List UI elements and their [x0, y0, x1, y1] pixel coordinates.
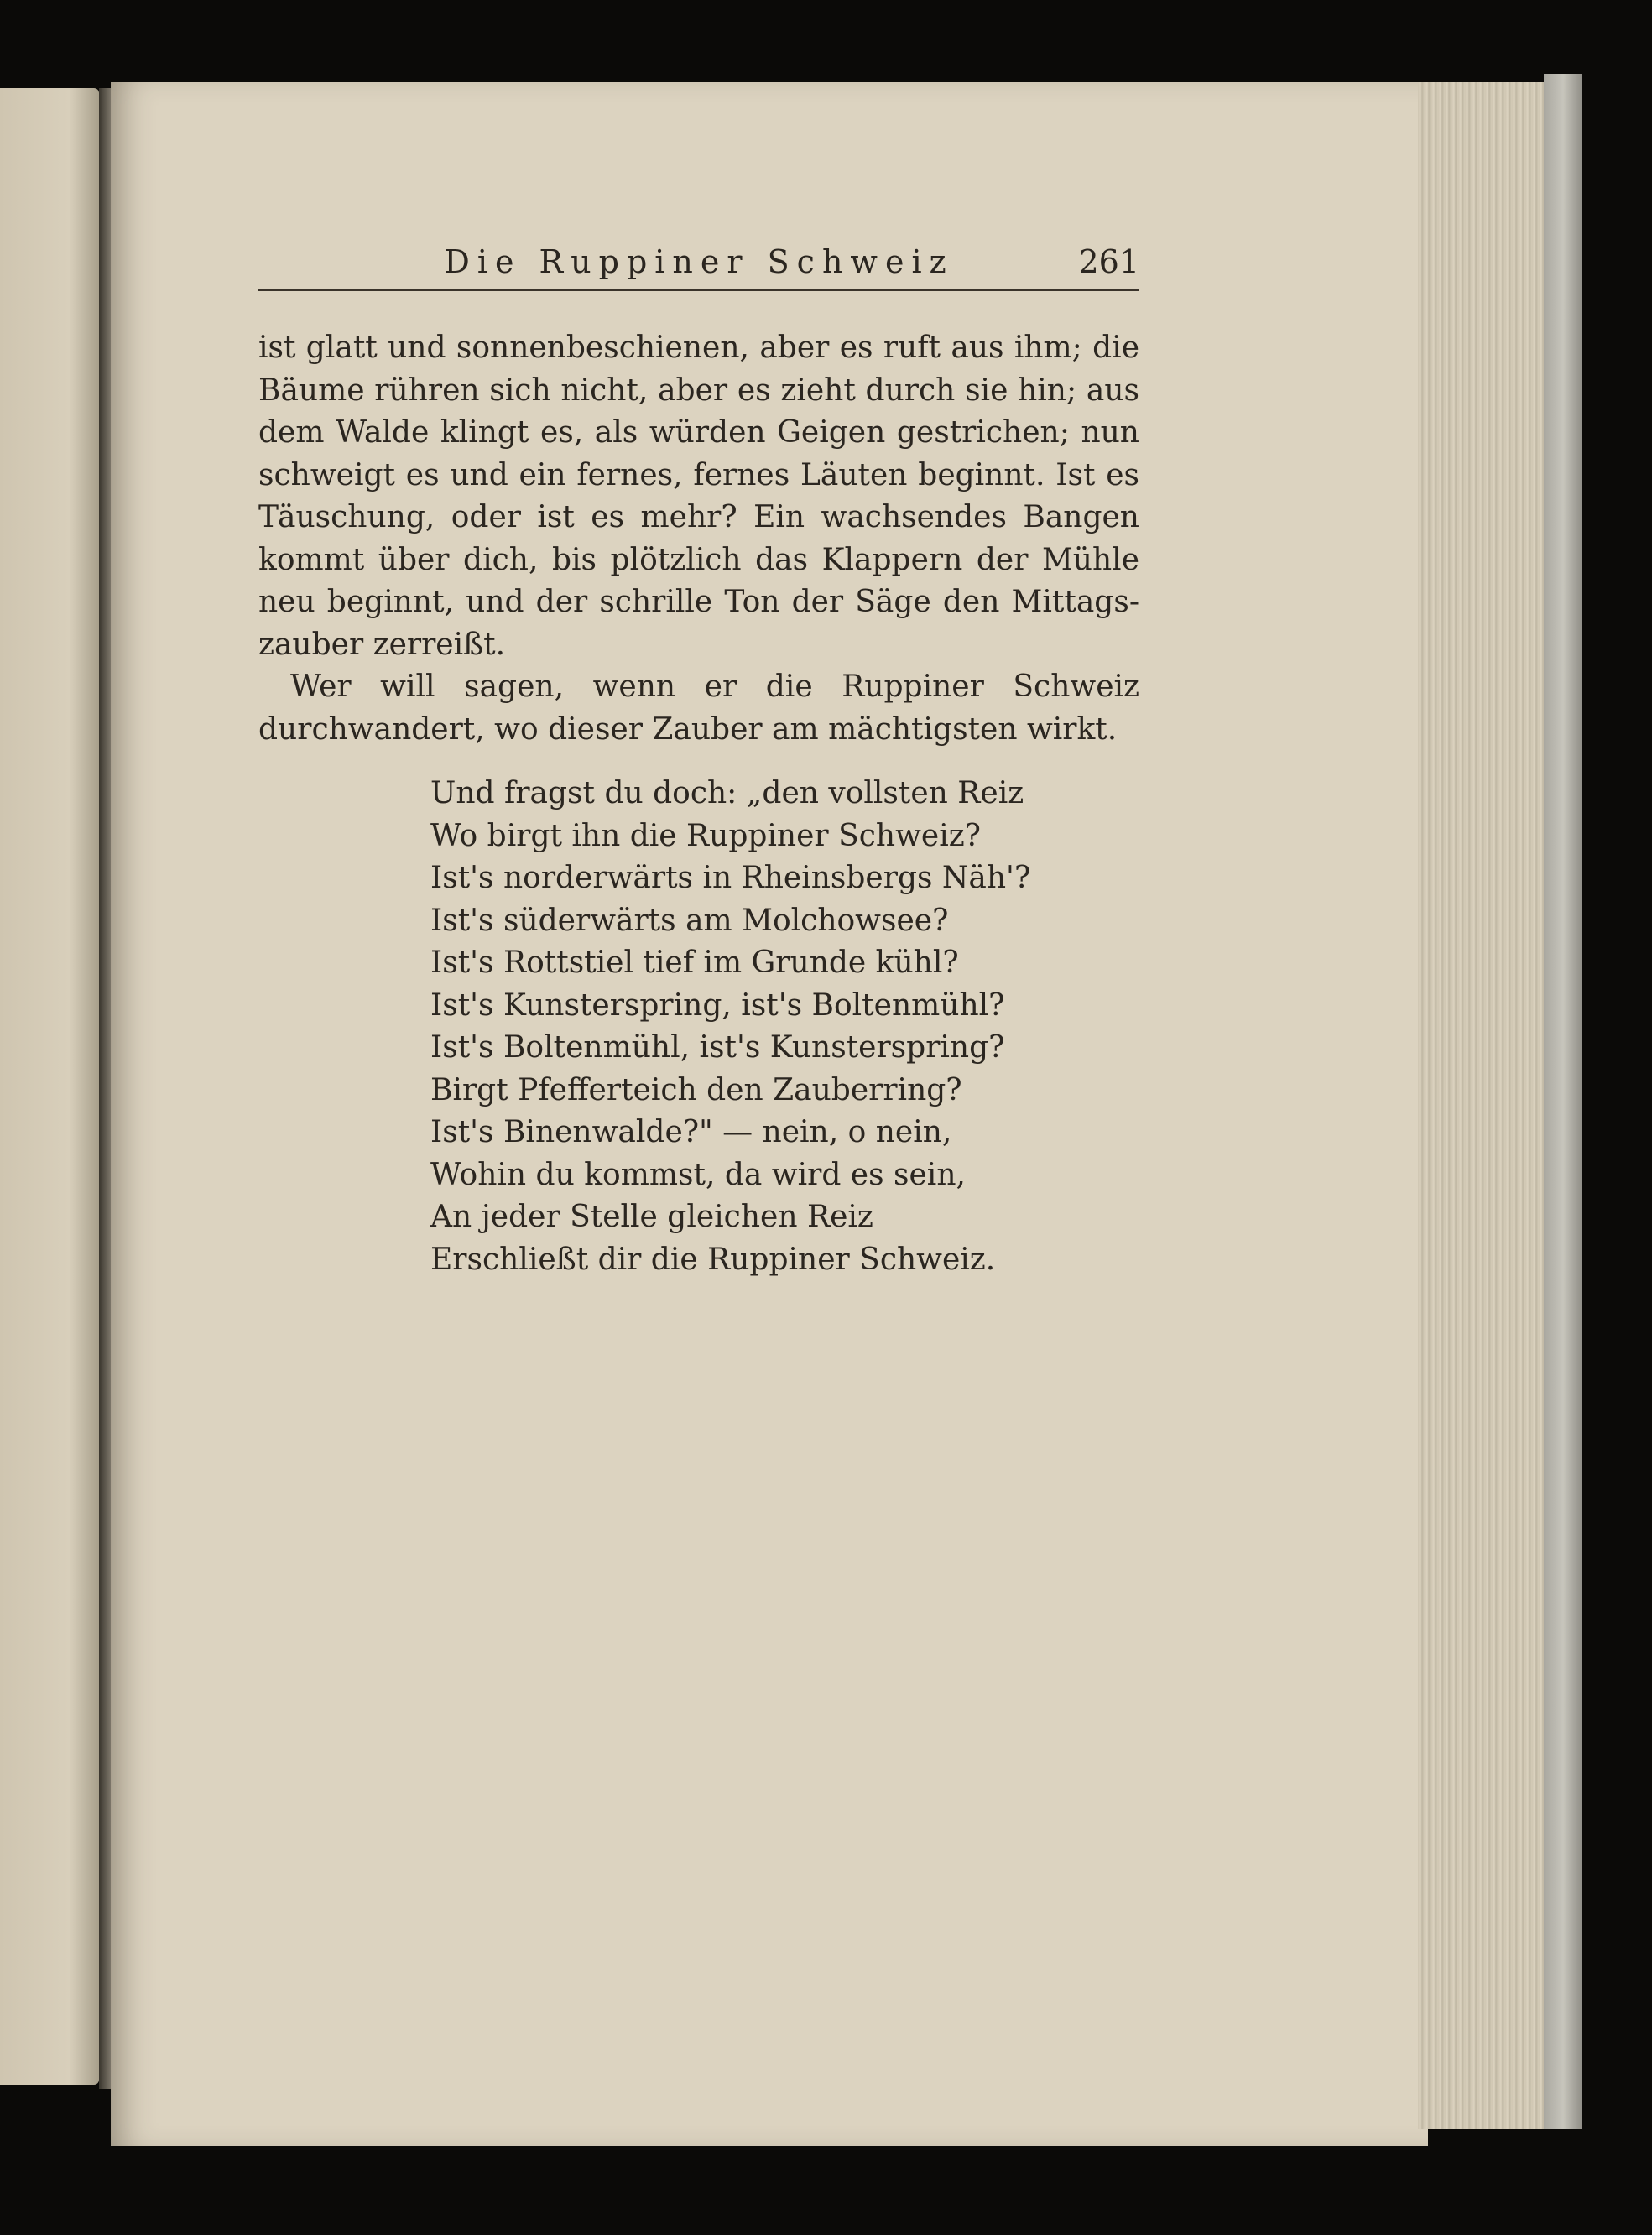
- page-block-edges: [1418, 82, 1544, 2129]
- poem-line: Birgt Pfefferteich den Zauberring?: [430, 1072, 962, 1107]
- running-title: Die Ruppiner Schweiz: [444, 243, 954, 280]
- poem-line: Ist's Boltenmühl, ist's Kunsterspring?: [430, 1030, 1005, 1065]
- book-cover-edge: [1544, 74, 1582, 2129]
- poem-line: An jeder Stelle gleichen Reiz: [430, 1200, 873, 1234]
- poem-line: Wo birgt ihn die Ruppiner Schweiz?: [430, 818, 981, 853]
- poem-line: Ist's Kunsterspring, ist's Boltenmühl?: [430, 987, 1005, 1023]
- paragraph: Wer will sagen, wenn er die Ruppiner Schweiz durchwandert, wo dieser Zauber am mächtigsten wirkt.: [258, 669, 1139, 747]
- page-number: 261: [1078, 243, 1139, 280]
- poem-line: Wohin du kommst, da wird es sein,: [430, 1157, 966, 1192]
- poem-line: Ist's süderwärts am Molchowsee?: [430, 903, 949, 938]
- poem-line: Ist's Binenwalde?" — nein, o nein,: [430, 1115, 952, 1149]
- poem-line: Erschließt dir die Ruppiner Schweiz.: [430, 1242, 996, 1277]
- poem-line: Und fragst du doch: „den vollsten Reiz: [430, 776, 1024, 810]
- poem-line: Ist's norderwärts in Rheinsbergs Näh'?: [430, 861, 1031, 895]
- left-page-edge: [0, 88, 99, 2085]
- prose-text: [258, 327, 1139, 751]
- poem: [430, 773, 1139, 1281]
- page-header: [258, 243, 1139, 294]
- paragraph: ist glatt und sonnenbeschienen, aber es ruft aus ihm; die Bäume rühren sich nicht, aber es zieht durch sie hin; aus dem Walde klingt es, als würden Geigen gestrichen; nun schweigt es und ein fernes, fernes Läuten beginnt. Ist es Täuschung, oder ist es mehr? Ein wachsendes Bangen kommt über dich, bis plötzlich das Klappern der Mühle neu beginnt, und der schrille Ton der Säge den Mittags-zauber zerreißt.: [258, 331, 1139, 662]
- poem-line: Ist's Rottstiel tief im Grunde kühl?: [430, 946, 959, 980]
- page-content: [258, 243, 1139, 1281]
- header-rule: [258, 289, 1139, 291]
